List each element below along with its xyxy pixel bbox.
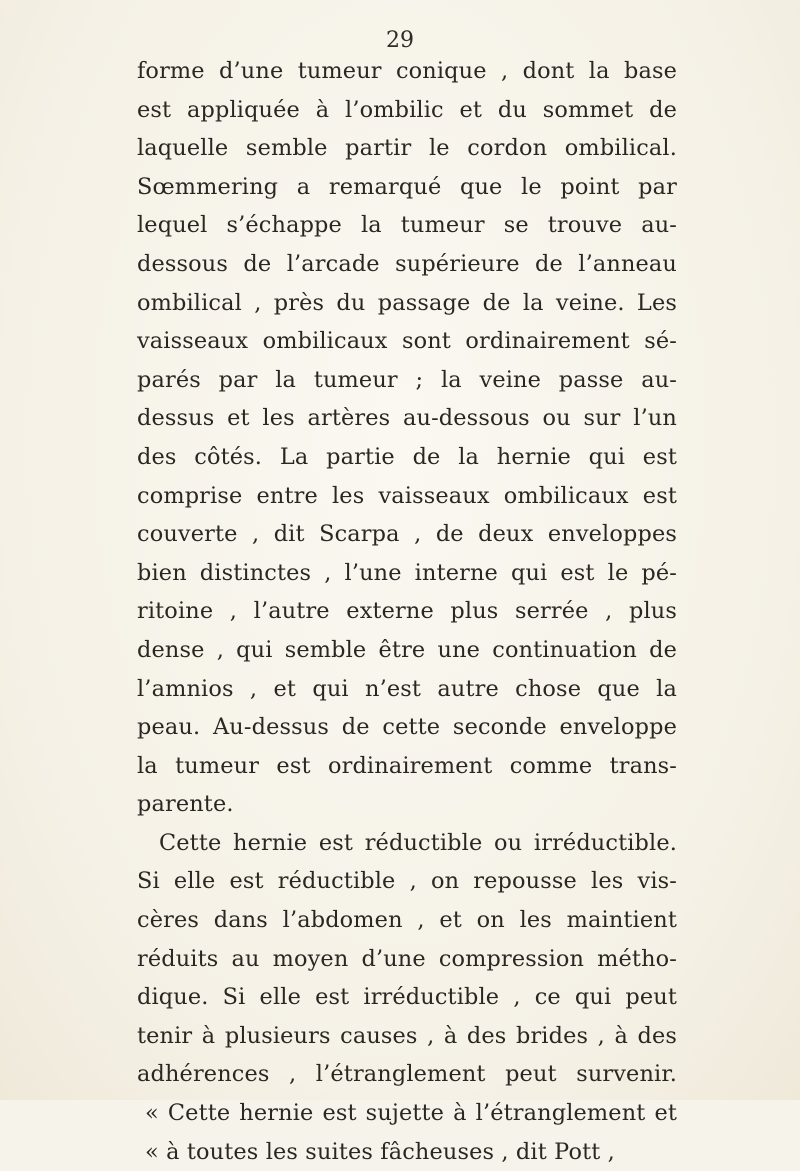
- text-line: bien distinctes , l’une interne qui est le pé-: [137, 559, 677, 586]
- text-line: dique. Si elle est irréductible , ce qui peut: [137, 984, 677, 1011]
- text-line: dessous de l’arcade supérieure de l’anneau: [137, 250, 677, 277]
- text-line: l’amnios , et qui n’est autre chose que la: [137, 675, 677, 702]
- text-line: parés par la tumeur ; la veine passe au-: [137, 366, 677, 393]
- text-line: « Cette hernie est sujette à l’étranglement et: [145, 1100, 677, 1127]
- text-line: Si elle est réductible , on repousse les vis-: [137, 868, 677, 895]
- text-line: dense , qui semble être une continuation de: [137, 636, 677, 663]
- text-line: la tumeur est ordinairement comme trans-: [137, 752, 677, 779]
- text-line: ombilical , près du passage de la veine. Les: [137, 289, 677, 316]
- text-line: vaisseaux ombilicaux sont ordinairement sé-: [137, 328, 677, 355]
- text-line: couverte , dit Scarpa , de deux enveloppes: [137, 521, 677, 548]
- text-line: adhérences , l’étranglement peut survenir.: [137, 1061, 677, 1088]
- text-line: cères dans l’abdomen , et on les maintient: [137, 907, 677, 934]
- text-line: ritoine , l’autre externe plus serrée , plus: [137, 598, 677, 625]
- page-number: 29: [386, 28, 414, 53]
- text-line: Cette hernie est réductible ou irréductible.: [159, 829, 677, 856]
- text-line: forme d’une tumeur conique , dont la base: [137, 58, 677, 84]
- text-line: lequel s’échappe la tumeur se trouve au-: [137, 212, 677, 239]
- text-line: Sœmmering a remarqué que le point par: [137, 173, 677, 200]
- text-line: tenir à plusieurs causes , à des brides , à des: [137, 1022, 677, 1049]
- text-line: peau. Au-dessus de cette seconde enveloppe: [137, 714, 677, 741]
- text-line: comprise entre les vaisseaux ombilicaux est: [137, 482, 677, 509]
- text-line: réduits au moyen d’une compression métho-: [137, 945, 677, 972]
- text-line: parente.: [137, 791, 234, 818]
- text-line: laquelle semble partir le cordon ombilical.: [137, 135, 677, 162]
- body-text: [137, 52, 677, 1171]
- text-line: des côtés. La partie de la hernie qui est: [137, 443, 677, 470]
- text-line: dessus et les artères au-dessous ou sur l’un: [137, 405, 677, 432]
- text-line: est appliquée à l’ombilic et du sommet de: [137, 96, 677, 123]
- text-line: « à toutes les suites fâcheuses , dit Pott ,: [145, 1138, 615, 1165]
